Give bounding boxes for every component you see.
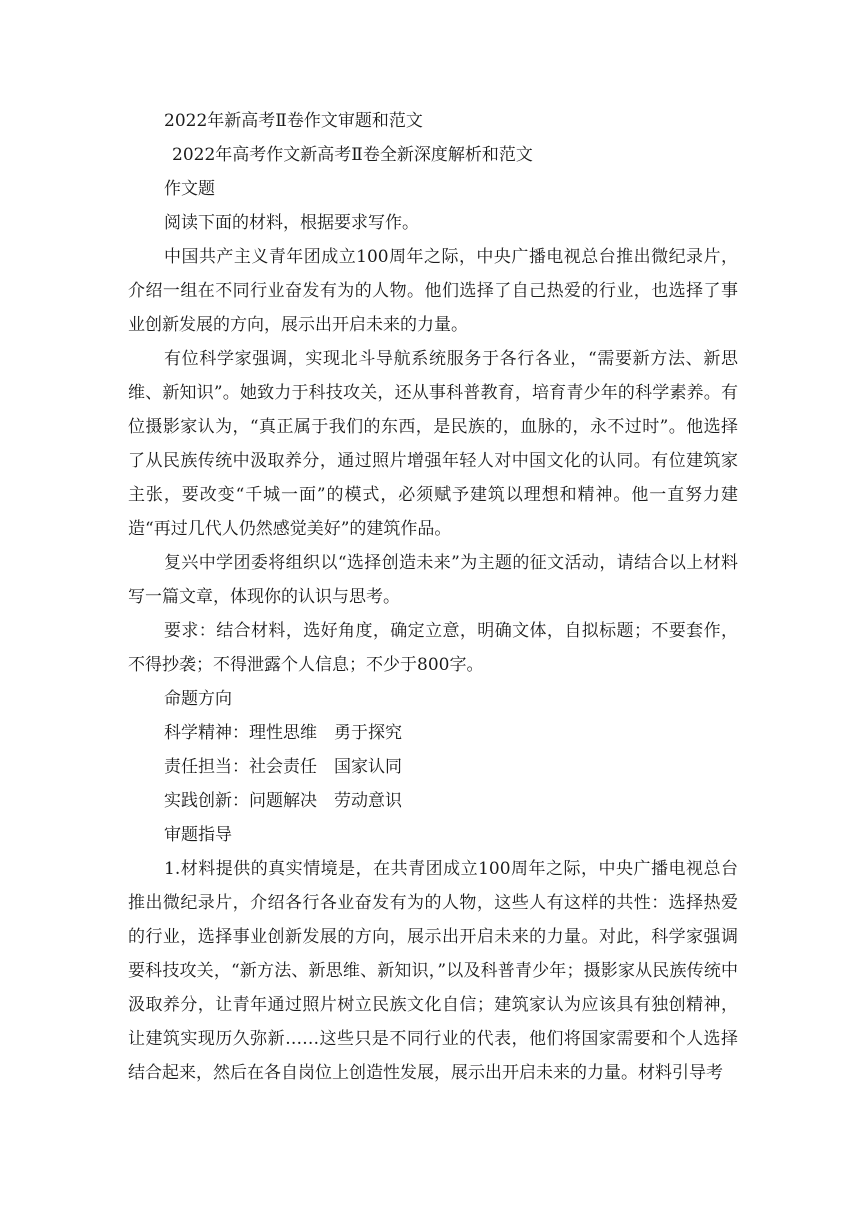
guide-paragraph-1: 1.材料提供的真实情境是，在共青团成立100周年之际，中央广播电视总台推出微纪录片，介绍各行各业奋发有为的人物，这些人有这样的共性：选择热爱的行业，选择事业创新发展的方向，展示出开启未来的力量。对此，科学家强调要科技攻关，“新方法、新思维、新知识，”以及科普青少年；摄影家从民族传统中汲取养分，让青年通过照片树立民族文化自信；建筑家认为应该具有独创精神，让建筑实现历久弥新……这些只是不同行业的代表，他们将国家需要和个人选择结合起来，然后在各自岗位上创造性发展，展示出开启未来的力量。材料引导考 (128, 859, 738, 1083)
document-subtitle: 2022年高考作文新高考Ⅱ卷全新深度解析和范文 (172, 145, 533, 165)
requirements-paragraph: 要求：结合材料，选好角度，确定立意，明确文体，自拟标题；不要套作，不得抄袭；不得泄露个人信息；不少于800字。 (128, 621, 738, 675)
direction-item-1: 科学精神：理性思维 勇于探究 (164, 723, 402, 743)
document-title: 2022年新高考Ⅱ卷作文审题和范文 (164, 111, 423, 131)
document-body (128, 104, 738, 1090)
section-heading-guide: 审题指导 (164, 825, 232, 845)
direction-item-3: 实践创新：问题解决 劳动意识 (164, 791, 402, 811)
direction-item-2: 责任担当：社会责任 国家认同 (164, 757, 402, 777)
section-heading-direction: 命题方向 (164, 689, 232, 709)
material-paragraph-1: 中国共产主义青年团成立100周年之际，中央广播电视总台推出微纪录片，介绍一组在不同行业奋发有为的人物。他们选择了自己热爱的行业，也选择了事业创新发展的方向，展示出开启未来的力量。 (128, 247, 738, 335)
instruction-text: 阅读下面的材料，根据要求写作。 (164, 213, 419, 233)
material-paragraph-3: 复兴中学团委将组织以“选择创造未来”为主题的征文活动，请结合以上材料写一篇文章，体现你的认识与思考。 (128, 553, 738, 607)
section-heading-prompt: 作文题 (164, 179, 215, 199)
material-paragraph-2: 有位科学家强调，实现北斗导航系统服务于各行各业，“需要新方法、新思维、新知识”。她致力于科技攻关，还从事科普教育，培育青少年的科学素养。有位摄影家认为，“真正属于我们的东西，是民族的，血脉的，永不过时”。他选择了从民族传统中汲取养分，通过照片增强年轻人对中国文化的认同。有位建筑家主张，要改变“千城一面”的模式，必须赋予建筑以理想和精神。他一直努力建造“再过几代人仍然感觉美好”的建筑作品。 (128, 349, 738, 539)
